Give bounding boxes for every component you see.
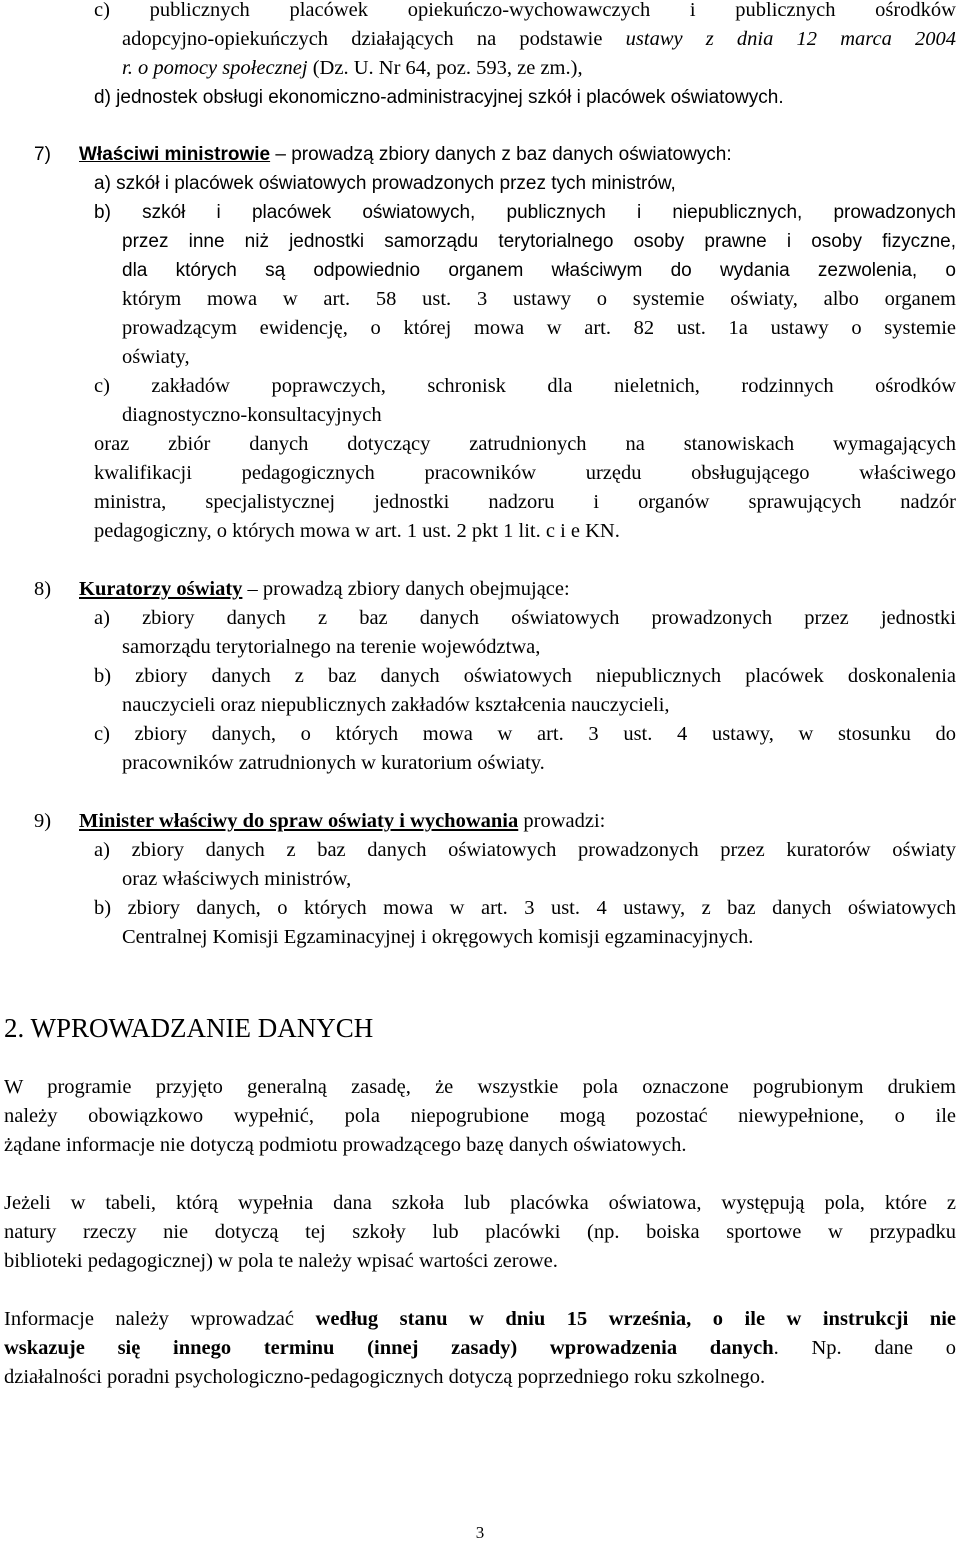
section-7-oraz-line-3: ministra, specjalistycznej jednostki nadzoru i organów sprawujących nadzór: [94, 491, 956, 513]
section-7-item-c-line-2: diagnostyczno-konsultacyjnych: [122, 404, 382, 426]
paragraph-2-line-1: Jeżeli w tabeli, którą wypełnia dana szkoła lub placówka oświatowa, występują pola, które z: [4, 1192, 956, 1214]
section-7-item-b-line-6: oświaty,: [122, 346, 190, 368]
section-7-item-b-line-2: przez inne niż jednostki samorządu terytorialnego osoby prawne i osoby fizyczne,: [122, 231, 956, 252]
section-9-number: 9): [34, 810, 52, 832]
section-9-item-a-line-2: oraz właściwych ministrów,: [122, 868, 352, 890]
paragraph-2-line-3: biblioteki pedagogicznej) w pola te należy wpisać wartości zerowe.: [4, 1250, 558, 1272]
item-c-line-3: r. o pomocy społecznej (Dz. U. Nr 64, poz. 593, ze zm.),: [122, 57, 583, 79]
paragraph-1-line-2: należy obowiązkowo wypełnić, pola niepogrubione mogą pozostać niewypełnione, o ile: [4, 1105, 956, 1127]
section-8-item-b-line-2: nauczycieli oraz niepublicznych zakładów kształcenia nauczycieli,: [122, 694, 670, 716]
section-7-item-b-line-4: którym mowa w art. 58 ust. 3 ustawy o systemie oświaty, albo organem: [122, 288, 956, 310]
section-8-item-a-line-2: samorządu terytorialnego na terenie województwa,: [122, 636, 541, 658]
section-heading-2: 2. WPROWADZANIE DANYCH: [4, 1013, 374, 1043]
section-8-number: 8): [34, 578, 52, 600]
page-number: 3: [475, 1523, 485, 1542]
section-7-item-a: a) szkół i placówek oświatowych prowadzonych przez tych ministrów,: [94, 173, 676, 194]
section-7-oraz-line-4: pedagogiczny, o których mowa w art. 1 ust. 2 pkt 1 lit. c i e KN.: [94, 520, 620, 542]
section-9-item-a-line-1: a) zbiory danych z baz danych oświatowych prowadzonych przez kuratorów oświaty: [94, 839, 956, 861]
paragraph-1-line-1: W programie przyjęto generalną zasadę, że wszystkie pola oznaczone pogrubionym drukiem: [4, 1076, 956, 1098]
section-7-item-b-line-3: dla których są odpowiednio organem właściwym do wydania zezwolenia, o: [122, 260, 956, 281]
item-c-line-1: c) publicznych placówek opiekuńczo-wychowawczych i publicznych ośrodków: [94, 0, 956, 21]
section-7-oraz-line-1: oraz zbiór danych dotyczący zatrudnionych na stanowiskach wymagających: [94, 433, 956, 455]
section-7-item-b-line-5: prowadzącym ewidencję, o której mowa w art. 82 ust. 1a ustawy o systemie: [122, 317, 956, 339]
section-8-item-c-line-1: c) zbiory danych, o których mowa w art. 3 ust. 4 ustawy, w stosunku do: [94, 723, 956, 745]
section-8-item-a-line-1: a) zbiory danych z baz danych oświatowych prowadzonych przez jednostki: [94, 607, 956, 629]
section-8-item-c-line-2: pracowników zatrudnionych w kuratorium oświaty.: [122, 752, 545, 774]
paragraph-1-line-3: żądane informacje nie dotyczą podmiotu prowadzącego bazę danych oświatowych.: [4, 1134, 687, 1156]
item-d-line: d) jednostek obsługi ekonomiczno-administracyjnej szkół i placówek oświatowych.: [94, 87, 784, 108]
section-7-oraz-line-2: kwalifikacji pedagogicznych pracowników urzędu obsługującego właściwego: [94, 462, 956, 484]
section-8-item-b-line-1: b) zbiory danych z baz danych oświatowych niepublicznych placówek doskonalenia: [94, 665, 956, 687]
section-9-item-b-line-1: b) zbiory danych, o których mowa w art. 3 ust. 4 ustawy, z baz danych oświatowych: [94, 897, 956, 919]
paragraph-3-line-3: działalności poradni psychologiczno-pedagogicznych dotyczą poprzedniego roku szkolnego.: [4, 1366, 766, 1388]
paragraph-3-line-1: Informacje należy wprowadzać według stanu w dniu 15 września, o ile w instrukcji nie: [4, 1308, 956, 1330]
section-7-number: 7): [34, 144, 51, 165]
section-7-item-b-line-1: b) szkół i placówek oświatowych, publicznych i niepublicznych, prowadzonych: [94, 202, 956, 223]
section-7-item-c-line-1: c) zakładów poprawczych, schronisk dla nieletnich, rodzinnych ośrodków: [94, 375, 956, 397]
paragraph-2-line-2: natury rzeczy nie dotyczą tej szkoły lub placówki (np. boiska sportowe w przypadku: [4, 1221, 956, 1243]
section-7-heading: Właściwi ministrowie – prowadzą zbiory danych z baz danych oświatowych:: [79, 144, 732, 165]
paragraph-3-line-2: wskazuje się innego terminu (innej zasady) wprowadzenia danych. Np. dane o: [4, 1337, 956, 1359]
section-8-heading: Kuratorzy oświaty – prowadzą zbiory danych obejmujące:: [79, 578, 570, 600]
section-9-heading: Minister właściwy do spraw oświaty i wychowania prowadzi:: [79, 810, 606, 832]
item-c-line-2: adopcyjno-opiekuńczych działających na podstawie ustawy z dnia 12 marca 2004: [122, 28, 956, 50]
section-9-item-b-line-2: Centralnej Komisji Egzaminacyjnej i okręgowych komisji egzaminacyjnych.: [122, 926, 754, 948]
